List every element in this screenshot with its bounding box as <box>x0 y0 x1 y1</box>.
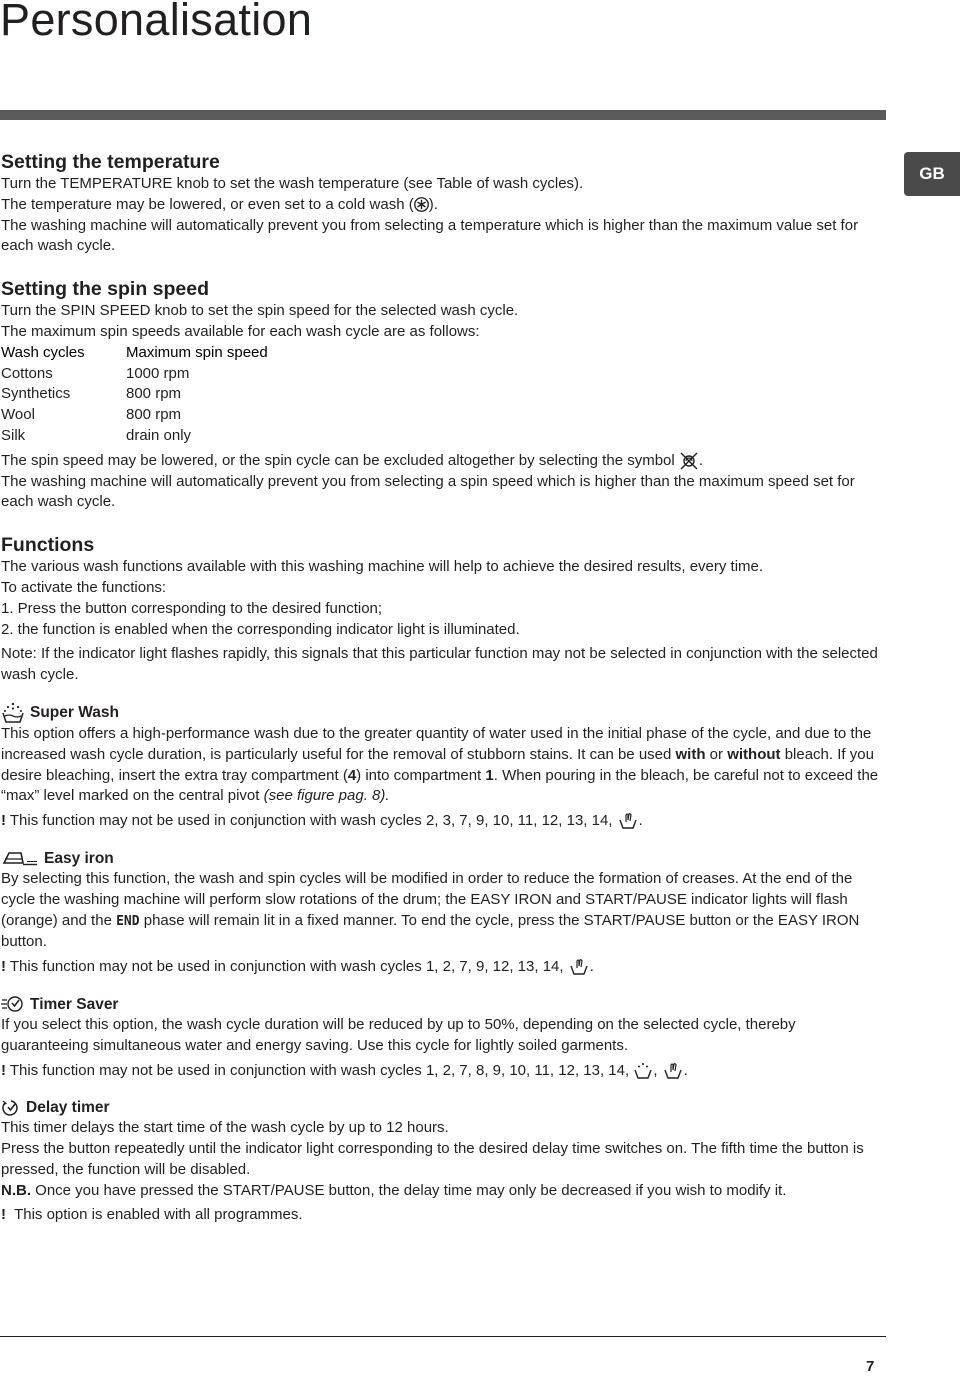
super-wash-icon <box>1 702 25 724</box>
temperature-line-2b: ). <box>428 195 438 213</box>
timer-saver-section <box>1 994 886 1081</box>
timer-saver-text: If you select this option, the wash cycle duration will be reduced by up to 50%, depending on the selected cycle, thereby guaranteeing simultaneous water and energy saving. Use this cycle for lightly soiled garments. <box>1 1015 796 1054</box>
super-wash-section <box>1 702 886 832</box>
spin-line-3a: The spin speed may be lowered, or the spin cycle can be excluded altogether by selecting the symbol <box>1 451 675 469</box>
temperature-heading: Setting the temperature <box>1 151 220 173</box>
temperature-line-1: Turn the TEMPERATURE knob to set the wash temperature (see Table of wash cycles). <box>1 175 584 192</box>
super-wash-title: Super Wash <box>30 704 119 722</box>
nb-label: N.B. <box>1 1181 31 1199</box>
super-wash-warning-text: This function may not be used in conjunction with wash cycles 2, 3, 7, 9, 10, 11, 12, 13, 14, <box>6 812 617 830</box>
spin-table-cell: 800 rpm <box>126 406 182 424</box>
functions-section <box>1 533 886 686</box>
spin-table-cell: Silk <box>1 426 26 444</box>
spin-table-cell: drain only <box>126 426 192 444</box>
super-wash-without: without <box>727 745 781 763</box>
spin-table-cell: 1000 rpm <box>126 364 190 382</box>
easy-iron-warning-end: . <box>589 958 594 976</box>
super-wash-compartment-4: 4 <box>347 766 357 784</box>
iron-icon <box>1 849 39 867</box>
timer-saver-icon <box>1 995 25 1013</box>
timer-saver-warning <box>1 1061 886 1082</box>
footer-rule <box>0 1336 886 1337</box>
super-wash-text-b: bleach. If you desire bleaching, insert the extra tray compartment ( <box>1 745 874 784</box>
super-wash-compartment-1: 1 <box>485 766 494 784</box>
warning-mark: ! <box>1 958 6 976</box>
warning-mark: ! <box>1 1061 6 1079</box>
delay-timer-heading <box>1 1097 886 1118</box>
easy-iron-section <box>1 848 886 978</box>
timer-saver-warning-end: . <box>683 1061 688 1079</box>
delay-timer-section <box>1 1097 886 1226</box>
spin-table-cell: 800 rpm <box>126 385 182 403</box>
timer-saver-warning-text: This function may not be used in conjunction with wash cycles 1, 2, 7, 8, 9, 10, 11, 12, 13, 14, <box>6 1061 634 1079</box>
temperature-section <box>1 150 886 257</box>
super-wash-or: or <box>705 745 728 763</box>
page-title: Personalisation <box>0 0 313 45</box>
title-rule <box>0 110 886 120</box>
spin-table-header-cycles: Wash cycles <box>1 343 85 361</box>
timer-saver-title: Timer Saver <box>30 995 119 1013</box>
easy-iron-warning-text: This function may not be used in conjunction with wash cycles 1, 2, 7, 9, 12, 13, 14, <box>6 958 568 976</box>
delay-timer-warning-text: This option is enabled with all programmes. <box>6 1206 303 1224</box>
super-wash-warning-end: . <box>638 812 643 830</box>
spin-line-4: The washing machine will automatically prevent you from selecting a spin speed which is higher than the maximum speed set for each wash cycle. <box>1 472 855 511</box>
delay-timer-line-2: Press the button repeatedly until the indicator light corresponding to the desired delay time switches on. The fifth time the button is pressed, the function will be disabled. <box>1 1140 864 1178</box>
spin-line-3b: . <box>698 451 704 469</box>
warning-mark: ! <box>1 1206 6 1224</box>
easy-iron-title: Easy iron <box>44 849 114 867</box>
super-wash-heading <box>1 702 886 724</box>
super-wash-warning <box>1 811 886 832</box>
timer-saver-warning-sep: , <box>653 1061 662 1079</box>
easy-iron-text-b: phase will remain lit in a fixed manner. To end the cycle, press the START/PAUSE button or the EASY IRON button. <box>1 911 860 951</box>
spin-table-cell: Cottons <box>1 364 53 382</box>
snowflake-icon <box>414 197 429 212</box>
end-display-label: END <box>116 913 140 929</box>
super-wash-text-c: ) into compartment <box>356 766 486 784</box>
temperature-line-3: The washing machine will automatically prevent you from selecting a temperature which is higher than the maximum value set for each wash cycle. <box>1 216 859 255</box>
spin-line-3 <box>1 451 886 472</box>
spin-line-1: Turn the SPIN SPEED knob to set the spin speed for the selected wash cycle. <box>1 302 519 320</box>
content <box>1 150 886 1226</box>
functions-heading: Functions <box>1 534 95 557</box>
timer-saver-heading <box>1 994 886 1015</box>
functions-note: Note: If the indicator light flashes rapidly, this signals that this particular function may not be selected in conjunction with the selected wash cycle. <box>1 645 878 684</box>
functions-step-1: 1. Press the button corresponding to the desired function; <box>1 599 383 617</box>
spin-table <box>1 343 886 447</box>
temperature-line-2a: The temperature may be lowered, or even set to a cold wash ( <box>1 195 414 213</box>
super-wash-icon <box>633 1062 653 1080</box>
delay-timer-line-1: This timer delays the start time of the wash cycle by up to 12 hours. <box>1 1119 449 1137</box>
spin-heading: Setting the spin speed <box>1 278 210 301</box>
delay-timer-warning <box>1 1205 886 1226</box>
super-wash-with: with <box>675 745 706 763</box>
delay-timer-icon <box>1 1099 21 1117</box>
easy-iron-text <box>1 869 886 953</box>
functions-line-1: The various wash functions available with this washing machine will help to achieve the desired results, every time. <box>1 558 764 576</box>
warning-mark: ! <box>1 812 6 830</box>
spin-table-header-speed: Maximum spin speed <box>126 343 268 361</box>
spin-line-2: The maximum spin speeds available for each wash cycle are as follows: <box>1 322 480 340</box>
super-wash-figure-ref: (see figure pag. 8). <box>263 787 390 805</box>
easy-iron-warning <box>1 957 886 978</box>
delay-timer-nb-text: Once you have pressed the START/PAUSE button, the delay time may only be decreased if you wish to modify it. <box>31 1181 787 1199</box>
functions-step-2: 2. the function is enabled when the corresponding indicator light is illuminated. <box>1 620 520 638</box>
crossed-spin-icon <box>679 452 699 470</box>
spin-table-cell: Synthetics <box>1 385 71 403</box>
hand-wash-icon <box>662 1062 684 1080</box>
super-wash-text <box>1 724 886 807</box>
temperature-line-2 <box>1 195 886 216</box>
easy-iron-heading <box>1 848 886 869</box>
page-number: 7 <box>866 1358 875 1375</box>
spin-table-cell: Wool <box>1 406 35 424</box>
hand-wash-icon <box>617 812 639 830</box>
spin-section <box>1 277 886 513</box>
super-wash-text-d: . When pouring in the bleach, be careful not to exceed the “max” level marked on the central pivot <box>1 766 879 805</box>
easy-iron-text-a: By selecting this function, the wash and spin cycles will be modified in order to reduce the formation of creases. At the end of the cycle the washing machine will perform slow rotations of the drum; the EASY IRON and START/PAUSE indicator lights will flash (orange) and the <box>1 869 853 929</box>
delay-timer-nb <box>1 1181 886 1202</box>
functions-line-2: To activate the functions: <box>1 578 167 596</box>
super-wash-text-a: This option offers a high-performance wash due to the greater quantity of water used in the initial phase of the cycle, and due to the increased wash cycle duration, is particularly useful for the removal of stubborn stains. It can be used <box>1 724 872 763</box>
delay-timer-title: Delay timer <box>26 1099 110 1117</box>
language-tab: GB <box>904 152 960 196</box>
hand-wash-icon <box>568 958 590 976</box>
